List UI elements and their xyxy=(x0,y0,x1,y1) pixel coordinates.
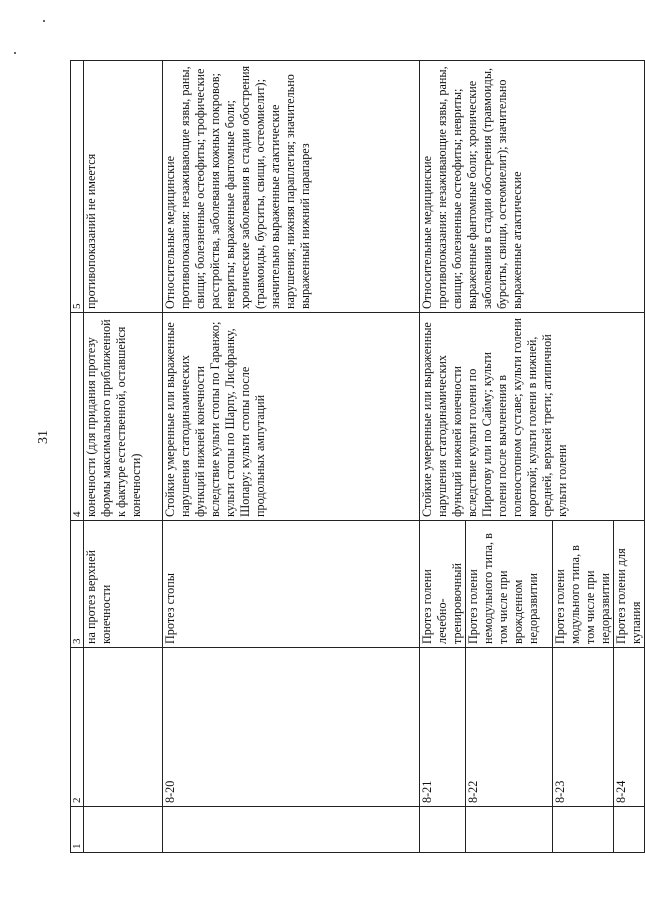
indications-table xyxy=(70,60,645,853)
empty-cell xyxy=(84,807,163,853)
scan-speck xyxy=(14,52,16,54)
rotated-table-wrapper xyxy=(70,61,643,853)
empty-cell xyxy=(553,807,614,853)
table-header-row xyxy=(71,61,84,853)
header-cell: 4 xyxy=(71,313,84,521)
indications-cell: Стойкие умеренные или выраженные нарушения статодинамических функций нижней конечности вследствие культи стопы по Гаранжо; культи стопы по Шарпу, Лисфранку, Шопару; культи стопы после продольных ампутаций xyxy=(163,313,420,521)
table-row xyxy=(420,61,466,853)
header-cell: 3 xyxy=(71,521,84,648)
device-cell: на протез верхней конечности xyxy=(84,521,163,648)
page-number: 31 xyxy=(36,430,51,444)
indications-cell: Стойкие умеренные или выраженные нарушения статодинамических функций нижней конечности вследствие культи голени по Пирогову или по Сайму; культи голени после вычленения в голеностопном суставе; культи голени короткой; культи голени в нижней, средней, верхней трети; атипичной культи голени xyxy=(420,313,645,521)
device-cell: Протез голени немодульного типа, в том числе при врожденном недоразвитии xyxy=(466,521,553,648)
code-cell: 8-23 xyxy=(553,648,614,807)
device-cell: Протез голени модульного типа, в том числе при недоразвитии xyxy=(553,521,614,648)
device-cell: Протез голени лечебно-тренировочный xyxy=(420,521,466,648)
header-cell: 2 xyxy=(71,648,84,807)
code-cell: 8-20 xyxy=(163,648,420,807)
header-cell: 1 xyxy=(71,807,84,853)
header-cell: 5 xyxy=(71,61,84,313)
empty-cell xyxy=(614,807,645,853)
device-cell: Протез голени для купания xyxy=(614,521,645,648)
code-cell: 8-24 xyxy=(614,648,645,807)
empty-cell xyxy=(466,807,553,853)
table-row xyxy=(84,61,163,853)
code-cell xyxy=(84,648,163,807)
contraindications-cell: Относительные медицинские противопоказания: незаживающие язвы, раны, свищи; болезненные остеофиты; невриты; выраженные фантомные боли; хронические заболевания в стадии обострения (травмоиды, бурситы, свищи, остеомиелит); значительно выраженные атактические xyxy=(420,61,645,313)
code-cell: 8-21 xyxy=(420,648,466,807)
empty-cell xyxy=(163,807,420,853)
table-row xyxy=(163,61,420,853)
code-cell: 8-22 xyxy=(466,648,553,807)
contraindications-cell: противопоказаний не имеется xyxy=(84,61,163,313)
empty-cell xyxy=(420,807,466,853)
scan-speck xyxy=(43,20,45,22)
contraindications-cell: Относительные медицинские противопоказания: незаживающие язвы, раны, свищи; болезненные остеофиты; трофические расстройства, заболевания кожных покровов; невриты; выраженные фантомные боли; хронические заболевания в стадии обострения (травмоиды, бурситы, свищи, остеомиелит); значительно выраженные атактические нарушения; нижняя параплегия; значительно выраженный нижний парапарез xyxy=(163,61,420,313)
device-cell: Протез стопы xyxy=(163,521,420,648)
indications-cell: конечности (для придания протезу формы максимального приближенной к фактуре естественной, оставшейся конечности) xyxy=(84,313,163,521)
